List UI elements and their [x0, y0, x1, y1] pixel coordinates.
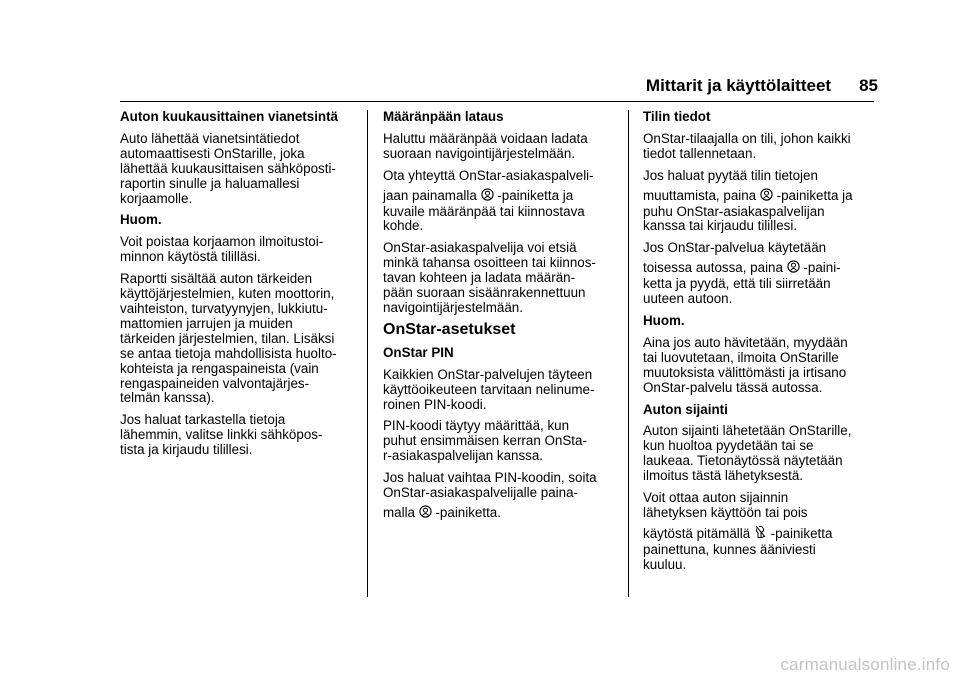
text-line — [383, 505, 623, 522]
column-2 — [383, 110, 623, 529]
text-line: kohteista ja rengaspaineista (vain — [120, 360, 319, 376]
text-line: tai luovutetaan, ilmoita OnStarille — [643, 349, 839, 365]
heading-onstar-settings: OnStar-asetukset — [383, 320, 516, 338]
text-line: Jos haluat tarkastella tietoja — [120, 412, 286, 428]
text-line: Aina jos auto hävitetään, myydään — [643, 334, 848, 350]
heading-destination-download: Määränpään lataus — [383, 109, 504, 124]
text-line: kanssa tai kirjaudu tilillesi. — [643, 218, 798, 234]
text-fragment: muuttamista, paina — [643, 187, 757, 203]
text-line: ilmoitus tästä lähetyksestä. — [643, 468, 804, 484]
text-line: käyttöoikeuteen tarvitaan nelinume- — [383, 381, 595, 397]
column-divider-1 — [367, 110, 368, 597]
text-fragment: jaan painamalla — [383, 187, 477, 203]
text-line: Raportti sisältää auton tärkeiden — [120, 271, 313, 287]
page-header — [646, 76, 878, 96]
text-line: uuteen autoon. — [643, 291, 733, 307]
text-fragment: toisessa autossa, paina — [643, 260, 783, 276]
text-line: Auto lähettää vianetsintätiedot — [120, 130, 300, 146]
heading-account-info: Tilin tiedot — [643, 109, 711, 124]
paragraph — [120, 132, 360, 207]
text-fragment: -paini- — [803, 260, 841, 276]
paragraph — [643, 241, 883, 307]
text-line: painettuna, kunnes ääniviesti — [643, 541, 816, 557]
text-fragment: -painiketta ja — [776, 187, 853, 203]
text-fragment: käytöstä pitämällä — [643, 525, 751, 541]
text-line: OnStar-asiakaspalvelija voi etsiä — [383, 240, 577, 256]
text-line: lähemmin, valitse linkki sähköpos- — [120, 427, 323, 443]
text-line: muutoksista välittömästi ja irtisano — [643, 364, 847, 380]
text-line: lähettää kuukausittaisen sähköposti- — [120, 160, 336, 176]
text-line: kuvaile määränpää tai kiinnostava — [383, 203, 585, 219]
paragraph — [643, 491, 883, 573]
text-line: Auton sijainti lähetetään OnStarille, — [643, 423, 852, 439]
onstar-button-icon — [787, 260, 800, 277]
paragraph — [120, 235, 360, 265]
text-line: kuuluu. — [643, 556, 687, 572]
text-fragment: -painiketta — [770, 525, 833, 541]
text-line: tista ja kirjaudu tilillesi. — [120, 442, 253, 458]
text-line: raportin sinulle ja haluamallesi — [120, 175, 300, 191]
text-line — [643, 260, 883, 277]
voice-command-icon — [754, 525, 767, 543]
paragraph — [643, 169, 883, 235]
text-fragment: -painiketta. — [435, 504, 501, 520]
text-line: tärkeiden järjestelmien, tilan. Lisäksi — [120, 330, 335, 346]
text-line: minkä tahansa osoitteen tai kiinnos- — [383, 255, 596, 271]
text-line: Jos haluat pyytää tilin tietojen — [643, 167, 818, 183]
column-3 — [643, 110, 883, 580]
text-line: puhut ensimmäisen kerran OnSta- — [383, 433, 587, 449]
text-line: lähetyksen käyttöön tai pois — [643, 504, 808, 520]
onstar-button-icon — [481, 188, 494, 205]
text-line: puhu OnStar-asiakaspalvelijan — [643, 203, 825, 219]
text-line: mattomien jarrujen ja muiden — [120, 315, 293, 331]
text-line: Voit ottaa auton sijainnin — [643, 490, 789, 506]
paragraph — [383, 132, 623, 162]
text-line: laukeaa. Tietonäytössä näytetään — [643, 453, 843, 469]
text-line: Haluttu määränpää voidaan ladata — [383, 130, 588, 146]
paragraph — [643, 132, 883, 162]
note-label: Huom. — [120, 212, 162, 228]
text-line: korjaamolle. — [120, 190, 193, 206]
heading-onstar-pin: OnStar PIN — [383, 344, 454, 360]
text-line: navigointijärjestelmään. — [383, 299, 523, 315]
text-line: kohde. — [383, 218, 424, 234]
text-line: OnStar-tilaajalla on tili, johon kaikki — [643, 130, 851, 146]
text-line: Ota yhteyttä OnStar-asiakaspalveli- — [383, 167, 594, 183]
text-line: Kaikkien OnStar-palvelujen täyteen — [383, 366, 593, 382]
column-divider-2 — [628, 110, 629, 597]
text-line: Voit poistaa korjaamon ilmoitustoi- — [120, 234, 324, 250]
paragraph — [383, 471, 623, 522]
text-line: vaihteiston, turvatyynyjen, lukkiutu- — [120, 300, 328, 316]
heading-vehicle-location: Auton sijainti — [643, 401, 728, 417]
paragraph — [643, 424, 883, 484]
text-line: roinen PIN-koodi. — [383, 396, 487, 412]
text-line: suoraan navigointijärjestelmään. — [383, 145, 576, 161]
text-line: minnon käytöstä tililläsi. — [120, 249, 261, 265]
text-line: PIN-koodi täytyy määrittää, kun — [383, 418, 570, 434]
text-line — [643, 188, 883, 205]
paragraph — [120, 413, 360, 458]
column-1 — [120, 110, 360, 465]
paragraph — [383, 241, 623, 316]
section-title: Mittarit ja käyttölaitteet — [645, 76, 832, 95]
text-line: OnStar-palvelu tässä autossa. — [643, 379, 823, 395]
text-line: pään suoraan sisäänrakennettuun — [383, 285, 586, 301]
onstar-button-icon — [760, 188, 773, 205]
text-line: telmän kanssa). — [120, 390, 215, 406]
text-line: käyttöjärjestelmien, kuten moottorin, — [120, 286, 335, 302]
text-fragment: -painiketta ja — [497, 187, 574, 203]
text-line: automaattisesti OnStarille, joka — [120, 145, 305, 161]
paragraph — [120, 272, 360, 406]
text-fragment: malla — [383, 504, 415, 520]
note-label: Huom. — [643, 312, 685, 328]
header-rule — [120, 101, 874, 102]
text-line: kun huoltoa pyydetään tai se — [643, 438, 814, 454]
text-line: rengaspaineiden valvontajärjes- — [120, 375, 310, 391]
text-line: se antaa tietoja mahdollisista huolto- — [120, 345, 337, 361]
text-line: r-asiakaspalvelijan kanssa. — [383, 448, 544, 464]
paragraph — [383, 368, 623, 413]
text-line: ketta ja pyydä, että tili siirretään — [643, 276, 831, 292]
text-line: tavan kohteen ja ladata määrän- — [383, 270, 576, 286]
text-line — [383, 188, 623, 205]
paragraph — [643, 336, 883, 396]
watermark: carmanualsonline.info — [780, 655, 950, 674]
paragraph — [383, 169, 623, 235]
paragraph — [383, 419, 623, 464]
text-line: Jos haluat vaihtaa PIN-koodin, soita — [383, 470, 597, 486]
text-line — [643, 525, 883, 543]
heading-monthly-diagnostics: Auton kuukausittainen vianetsintä — [120, 109, 339, 124]
text-line: tiedot tallennetaan. — [643, 145, 757, 161]
onstar-button-icon — [419, 505, 432, 522]
page-number: 85 — [859, 76, 878, 95]
text-line: Jos OnStar-palvelua käytetään — [643, 240, 827, 256]
text-line: OnStar-asiakaspalvelijalle paina- — [383, 485, 579, 501]
